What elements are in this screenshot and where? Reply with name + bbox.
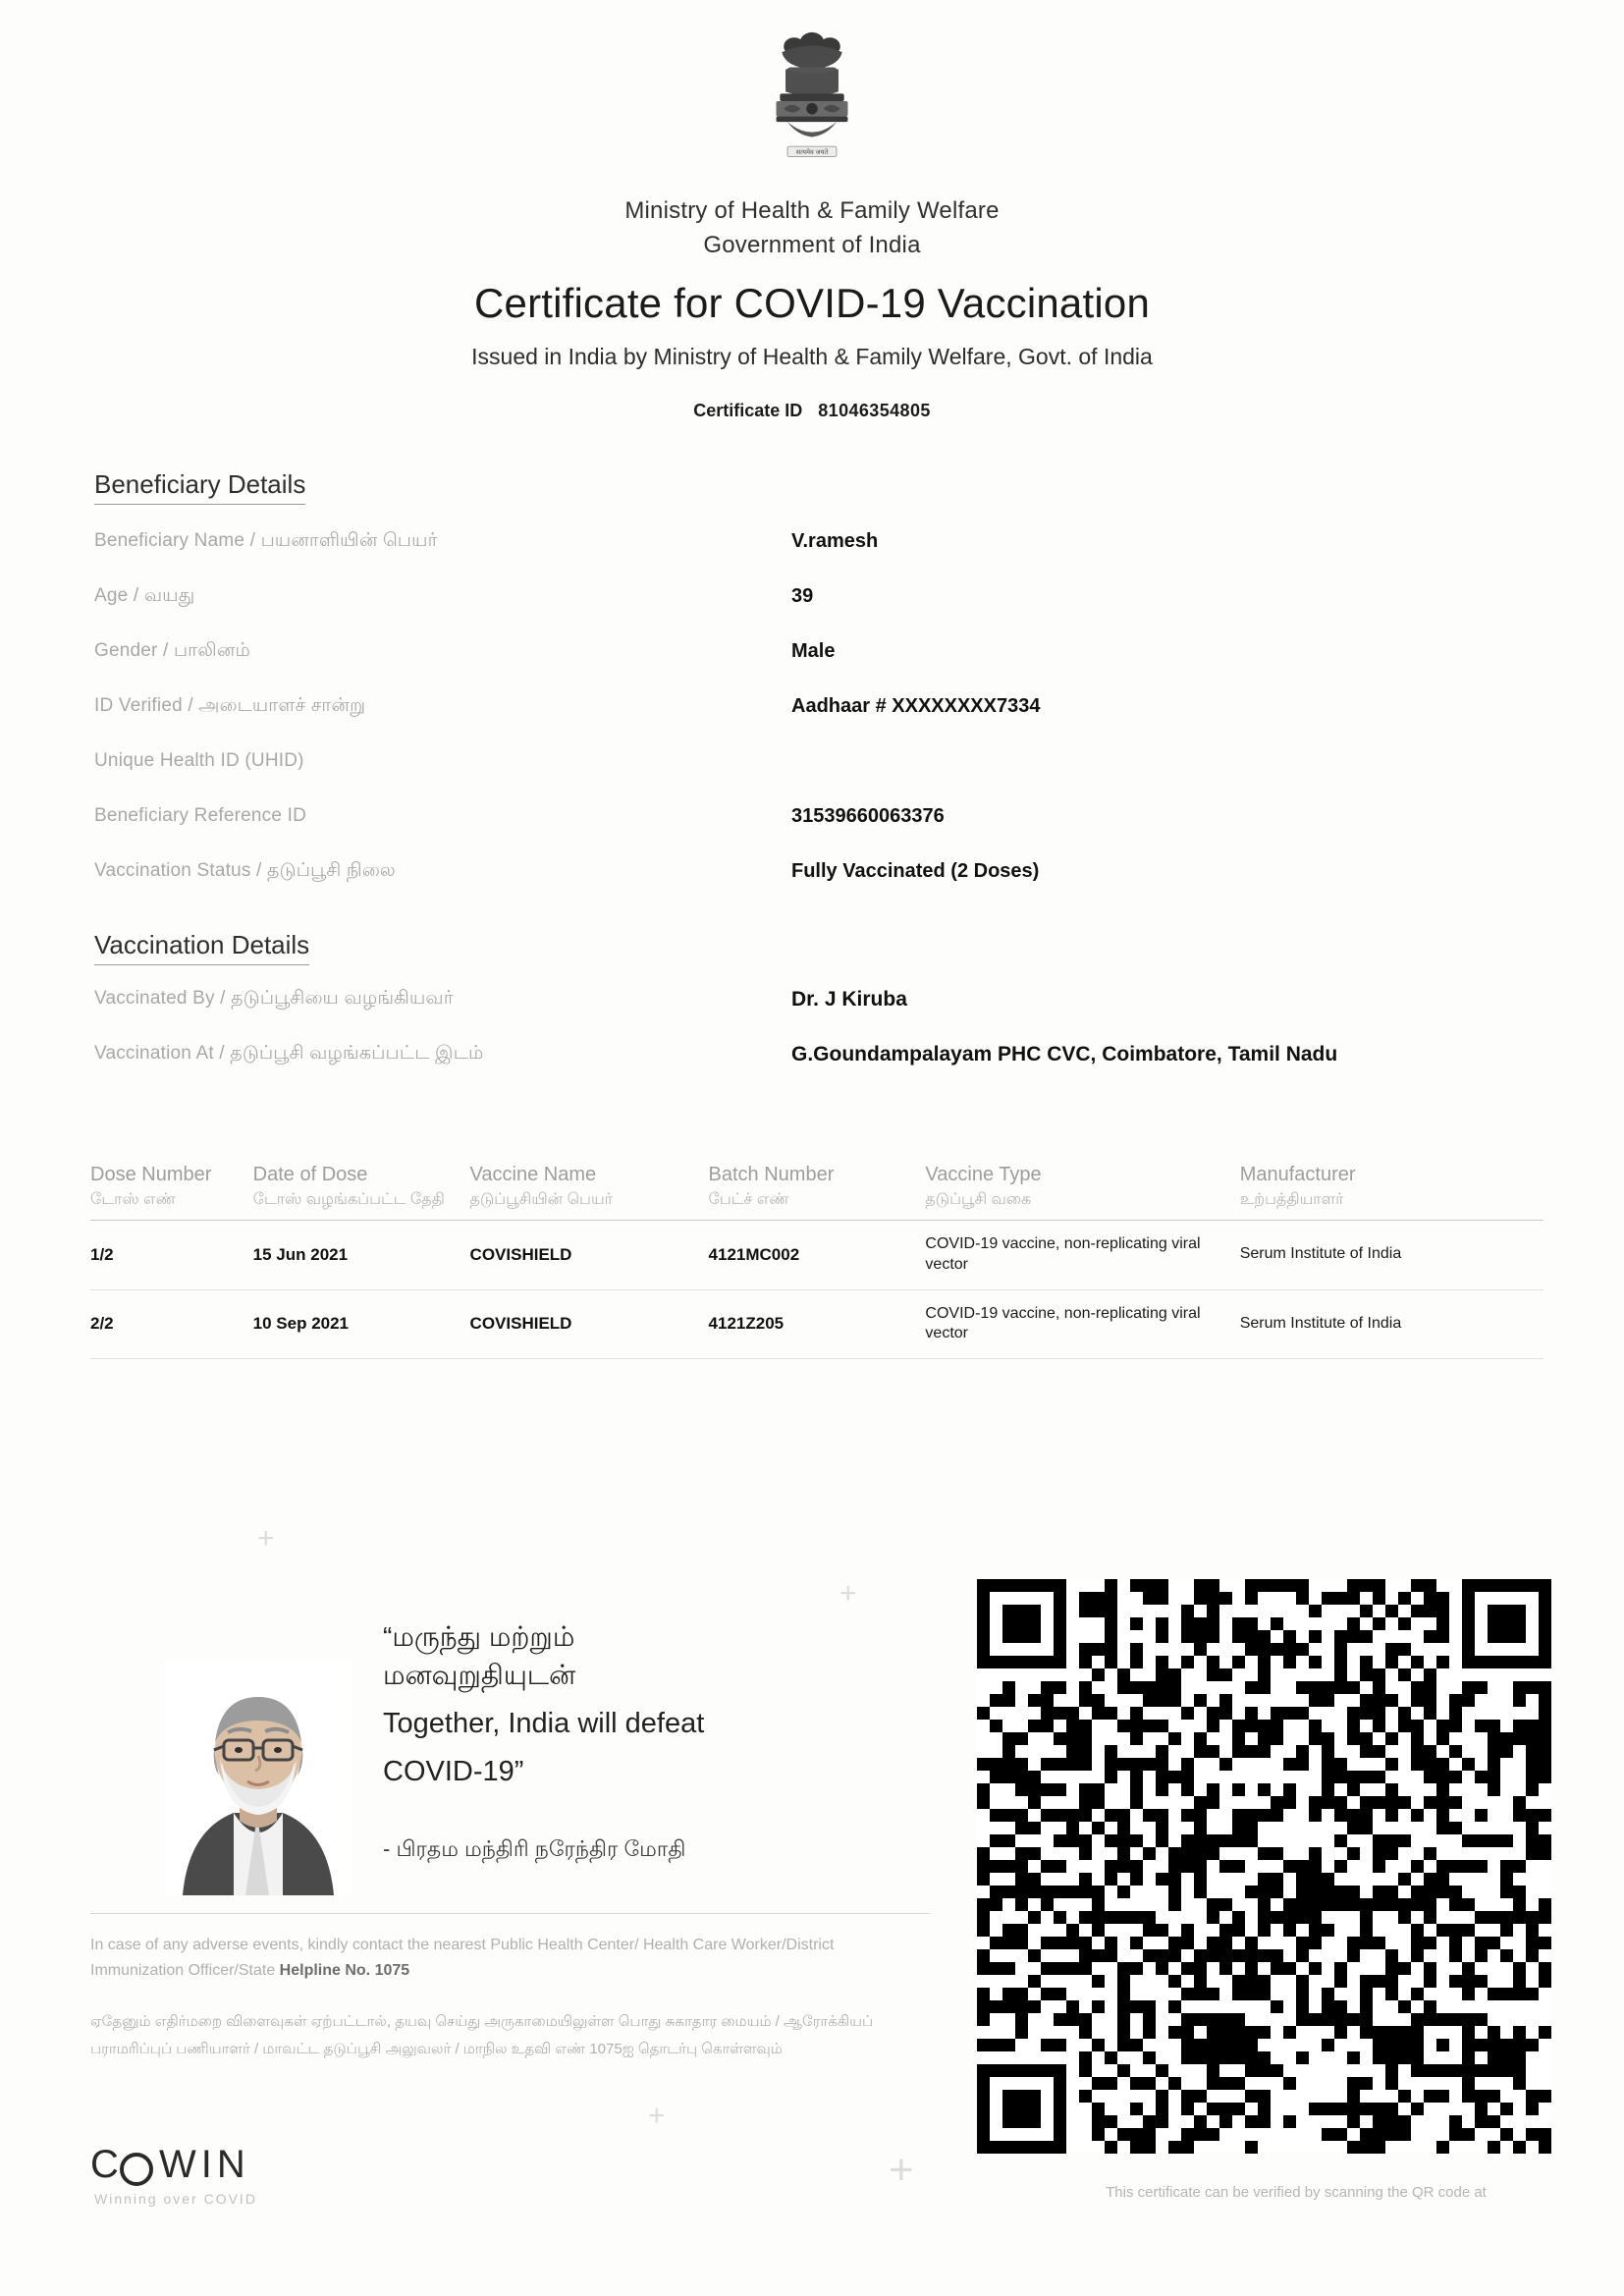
registration-mark: +	[648, 2100, 666, 2132]
cell-date-of-dose: 10 Sep 2021	[252, 1314, 350, 1334]
column-header-vaccine-type: Vaccine Type தடுப்பூசி வகை	[925, 1164, 1042, 1208]
svg-text:सत्यमेव जयते: सत्यमेव जयते	[795, 149, 829, 157]
registration-mark: +	[839, 1577, 857, 1610]
certificate-id-label: Certificate ID	[693, 401, 803, 420]
quote-tamil-line-2: மனவுறுதியுடன்	[383, 1660, 576, 1691]
cell-vaccine-name: COVISHIELD	[469, 1314, 572, 1334]
registration-mark: +	[257, 1522, 275, 1555]
column-header-vaccine-name: Vaccine Name தடுப்பூசியின் பெயர்	[469, 1164, 614, 1208]
field-vaccinated-by	[94, 988, 1538, 1025]
field-value: 39	[791, 585, 814, 607]
certificate-id	[0, 401, 1624, 421]
cell-batch-number: 4121MC002	[708, 1244, 800, 1264]
emblem-container	[0, 27, 1624, 180]
quote-author: - பிரதம மந்திரி நரேந்திர மோதி	[383, 1836, 686, 1861]
field-value: Fully Vaccinated (2 Doses)	[791, 860, 1040, 882]
column-header-batch-number: Batch Number பேட்ச் எண்	[708, 1164, 835, 1208]
field-id-verified	[94, 695, 1538, 733]
section-heading-beneficiary: Beneficiary Details	[94, 469, 305, 505]
field-label: Vaccination Status / தடுப்பூசி நிலை	[94, 860, 396, 881]
field-label: Age / வயது	[94, 585, 195, 606]
field-age	[94, 585, 1538, 623]
cell-dose-number: 1/2	[90, 1244, 114, 1264]
helpline-number: Helpline No. 1075	[279, 1962, 410, 1980]
quote-english-line-2: COVID-19”	[383, 1756, 524, 1788]
field-label: Beneficiary Name / பயனாளியின் பெயர்	[94, 530, 438, 551]
field-value: Aadhaar # XXXXXXXX7334	[791, 695, 1041, 717]
field-beneficiary-reference-id	[94, 805, 1538, 843]
ministry-line-1: Ministry of Health & Family Welfare	[624, 197, 1000, 224]
cell-manufacturer: Serum Institute of India	[1239, 1314, 1402, 1332]
qr-code-canvas	[977, 1579, 1551, 2154]
cell-batch-number: 4121Z205	[708, 1314, 785, 1334]
table-header-row	[90, 1164, 1543, 1212]
column-header-date-of-dose: Date of Dose டோஸ் வழங்கப்பட்ட தேதி	[252, 1164, 445, 1208]
certificate-id-value: 81046354805	[818, 401, 931, 420]
cowin-wordmark: C WIN	[90, 2143, 250, 2186]
field-value: Dr. J Kiruba	[791, 988, 907, 1011]
cell-vaccine-type: COVID-19 vaccine, non-replicating viral vector	[925, 1235, 1201, 1273]
section-heading-vaccination: Vaccination Details	[94, 930, 309, 965]
cell-vaccine-name: COVISHIELD	[469, 1244, 572, 1264]
prime-minister-portrait	[165, 1660, 352, 1895]
field-label: Gender / பாலினம்	[94, 640, 250, 661]
registration-mark: +	[889, 2146, 914, 2194]
cowin-ring-icon	[120, 2153, 153, 2186]
field-label: Vaccination At / தடுப்பூசி வழங்கப்பட்ட இடம்	[94, 1043, 484, 1064]
column-header-dose-number: Dose Number டோஸ் எண்	[90, 1164, 212, 1208]
field-gender	[94, 640, 1538, 678]
adverse-event-note-english	[90, 1933, 876, 1985]
cell-vaccine-type: COVID-19 vaccine, non-replicating viral vector	[925, 1304, 1201, 1342]
field-vaccination-at	[94, 1043, 1538, 1080]
column-header-manufacturer: Manufacturer உற்பத்தியாளர்	[1239, 1164, 1356, 1208]
quote-tamil-line-1: “மருந்து மற்றும்	[383, 1621, 575, 1652]
cell-manufacturer: Serum Institute of India	[1239, 1245, 1402, 1263]
qr-code	[977, 1579, 1551, 2154]
table-row	[90, 1289, 1543, 1359]
quote-english-line-1: Together, India will defeat	[383, 1708, 705, 1740]
table-row	[90, 1221, 1543, 1290]
note-text: In case of any adverse events, kindly contact the nearest Public Health Center/ Health Care Worker/District Immunization Officer/State	[90, 1937, 835, 1980]
page-title: Certificate for COVID-19 Vaccination	[473, 280, 1151, 326]
field-value: V.ramesh	[791, 530, 879, 552]
dose-table	[90, 1164, 1543, 1359]
page-subtitle: Issued in India by Ministry of Health & Family Welfare, Govt. of India	[471, 344, 1153, 369]
qr-verification-note: This certificate can be verified by scanning the QR code at	[1106, 2184, 1487, 2201]
cell-dose-number: 2/2	[90, 1314, 114, 1334]
field-label: Unique Health ID (UHID)	[94, 750, 304, 771]
field-value: G.Goundampalayam PHC CVC, Coimbatore, Tamil Nadu	[791, 1043, 1338, 1066]
field-label: Beneficiary Reference ID	[94, 805, 307, 826]
ministry-block	[0, 194, 1624, 263]
field-label: Vaccinated By / தடுப்பூசியை வழங்கியவர்	[94, 988, 454, 1009]
cowin-tagline: Winning over COVID	[94, 2191, 257, 2207]
cell-date-of-dose: 15 Jun 2021	[252, 1244, 349, 1264]
national-emblem-icon	[765, 27, 859, 175]
field-unique-health-id	[94, 750, 1538, 788]
cowin-logo	[90, 2143, 257, 2207]
field-value: Male	[791, 640, 836, 662]
field-value: 31539660063376	[791, 805, 945, 827]
ministry-line-2: Government of India	[703, 231, 921, 258]
footer-divider	[90, 1913, 930, 1914]
field-label: ID Verified / அடையாளச் சான்று	[94, 695, 366, 716]
field-beneficiary-name	[94, 530, 1538, 568]
field-vaccination-status	[94, 860, 1538, 898]
pm-quote	[383, 1618, 933, 1792]
adverse-event-note-tamil: ஏதேனும் எதிர்மறை விளைவுகள் ஏற்பட்டால், தயவு செய்து அருகாமையிலுள்ள பொது சுகாதார மையம் / ஆரோக்கியப் பராமரிப்புப் பணியாளர் / மாவட்ட தடுப்பூசி அலுவலர் / மாநில உதவி எண் 1075ஐ தொடர்பு கொள்ளவும்	[90, 2013, 874, 2057]
